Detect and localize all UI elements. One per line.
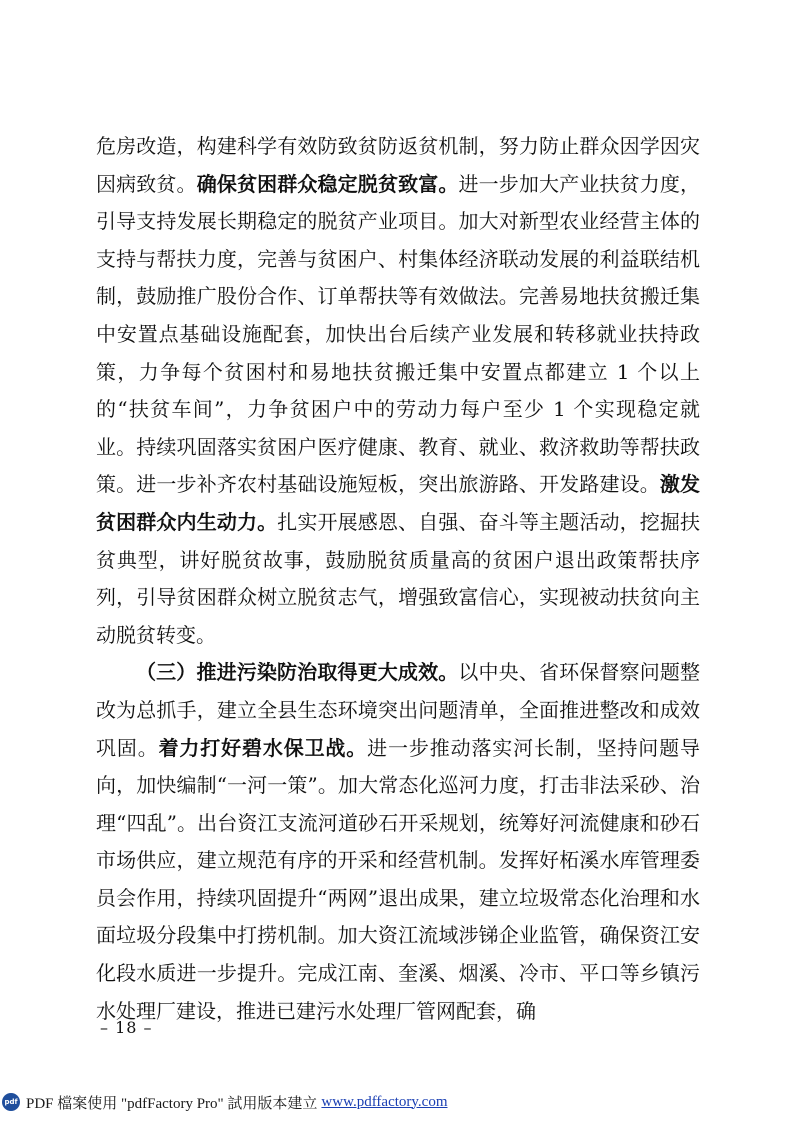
paragraph-text: 危房改造，构建科学有效防致贫防返贫机制，努力防止群众因学因灾因病致贫。: [96, 134, 700, 196]
paragraph: [96, 128, 700, 654]
bold-heading-text: 着力打好碧水保卫战。: [158, 735, 368, 760]
pdffactory-link[interactable]: www.pdffactory.com: [321, 1093, 448, 1110]
bold-heading-text: 确保贫困群众稳定脱贫致富。: [196, 171, 459, 196]
document-body: [96, 128, 700, 1030]
paragraph-text: 进一步推动落实河长制，坚持问题导向，加快编制“一河一策”。加大常态化巡河力度，打击非法采砂、治理“四乱”。出台资江支流河道砂石开采规划，统筹好河流健康和砂石市场供应，建立规范有序的开采和经营机制。发挥好柘溪水库管理委员会作用，持续巩固提升“两网”退出成果，建立垃圾常态化治理和水面垃圾分段集中打捞机制。加大资江流域涉锑企业监管，确保资江安化段水质进一步提升。完成江南、奎溪、烟溪、冷市、平口等乡镇污水处理厂建设，推进已建污水处理厂管网配套，确: [96, 735, 701, 1023]
pdf-footer: [2, 1090, 448, 1114]
paragraph-text: 以中央、省环保督察问题整改为总抓手，建立全县生态环境突出问题清单，全面推进整改和成效巩固。: [96, 660, 701, 760]
footer-label: PDF 檔案使用 "pdfFactory Pro" 試用版本建立: [26, 1095, 318, 1112]
bold-heading-text: 激发贫困群众内生动力。: [96, 472, 701, 534]
paragraph-text: 进一步加大产业扶贫力度，引导支持发展长期稳定的脱贫产业项目。加大对新型农业经营主体的支持与帮扶力度，完善与贫困户、村集体经济联动发展的利益联结机制，鼓励推广股份合作、订单帮扶等有效做法。完善易地扶贫搬迁集中安置点基础设施配套，加快出台后续产业发展和转移就业扶持政策，力争每个贫困村和易地扶贫搬迁集中安置点都建立 1 个以上的“扶贫车间”，力争贫困户中的劳动力每户至少 1 个实现稳定就业。持续巩固落实贫困户医疗健康、教育、就业、救济救助等帮扶政策。进一步补齐农村基础设施短板，突出旅游路、开发路建设。: [96, 171, 701, 497]
bold-heading-text: （三）推进污染防治取得更大成效。: [136, 660, 459, 685]
pdf-logo-icon: pdf: [2, 1093, 20, 1111]
page-number: – 18 –: [100, 1018, 153, 1037]
paragraph-text: 扎实开展感恩、自强、奋斗等主题活动，挖掘扶贫典型，讲好脱贫故事，鼓励脱贫质量高的贫困户退出政策帮扶序列，引导贫困群众树立脱贫志气，增强致富信心，实现被动扶贫向主动脱贫转变。: [96, 509, 701, 647]
paragraph: [96, 654, 700, 1030]
